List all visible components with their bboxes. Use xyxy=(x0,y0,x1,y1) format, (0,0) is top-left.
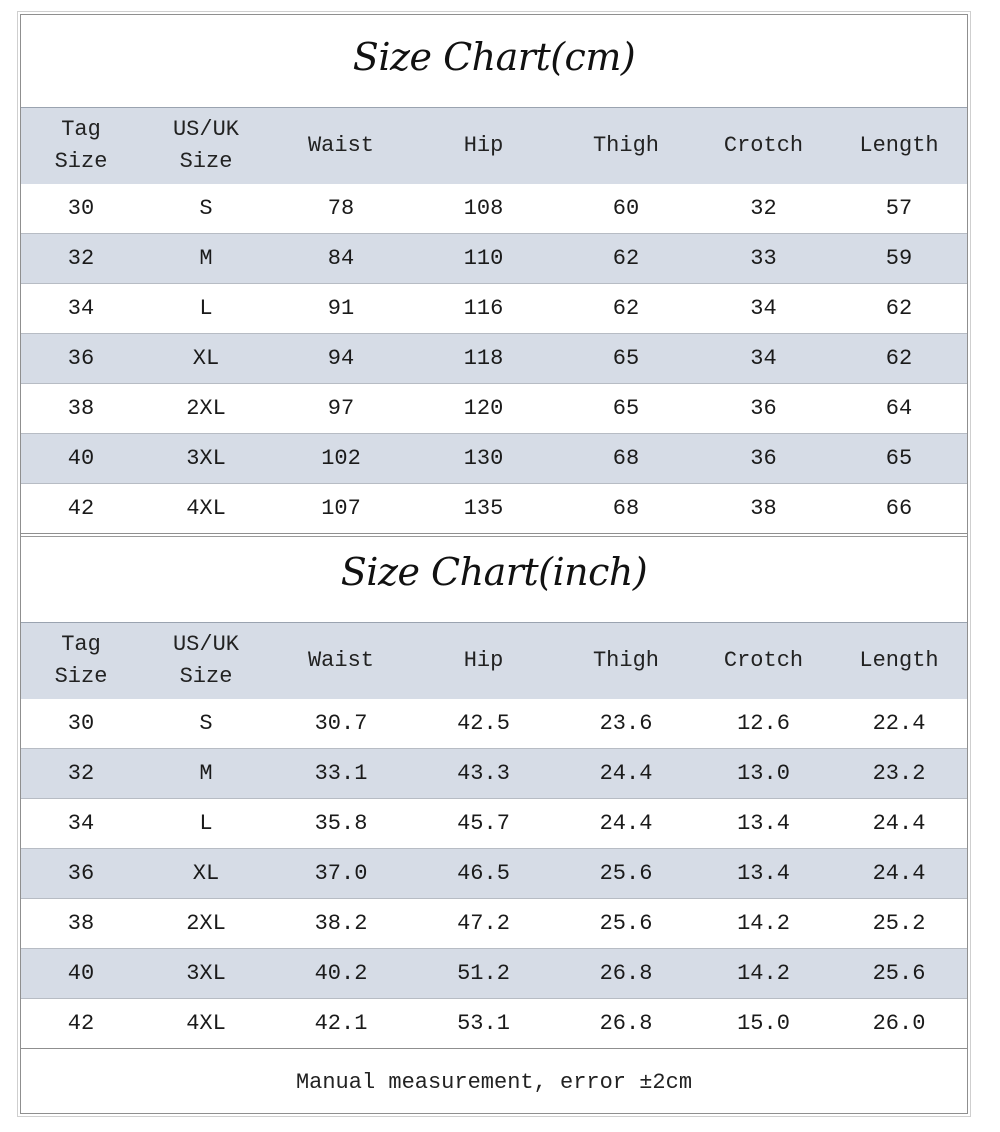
inch-cell-crotch: 13.4 xyxy=(737,861,790,886)
section-divider xyxy=(21,536,967,537)
inch-table-row xyxy=(21,999,967,1049)
cm-cell-length: 62 xyxy=(885,346,913,371)
inch-cell-tag-size: 38 xyxy=(67,911,95,936)
cm-cell-waist: 78 xyxy=(327,195,355,221)
inch-cell-us-uk-size: 3XL xyxy=(186,961,226,986)
cm-cell-hip: 135 xyxy=(463,496,504,521)
inch-cell-thigh: 25.6 xyxy=(599,861,653,886)
cm-cell-tag-size: 30 xyxy=(67,195,95,221)
inch-cell-us-uk-size: L xyxy=(199,811,213,836)
cm-cell-hip: 120 xyxy=(463,396,504,421)
inch-cell-thigh: 26.8 xyxy=(599,961,653,986)
inch-cell-tag-size: 36 xyxy=(67,861,95,886)
inch-header-us-uk-size-line1: US/UK xyxy=(172,631,239,657)
cm-cell-thigh: 62 xyxy=(612,296,640,321)
inch-cell-crotch: 13.0 xyxy=(737,761,790,786)
inch-cell-thigh: 23.6 xyxy=(599,710,653,736)
inch-cell-hip: 51.2 xyxy=(457,961,510,986)
cm-cell-thigh: 65 xyxy=(612,396,640,421)
inch-cell-waist: 33.1 xyxy=(314,761,368,786)
inch-header-tag-size xyxy=(21,623,141,699)
cm-size-table xyxy=(21,107,967,534)
inch-cell-length: 22.4 xyxy=(872,710,926,736)
cm-cell-hip: 116 xyxy=(463,296,504,321)
inch-cell-thigh: 25.6 xyxy=(599,911,653,936)
cm-cell-tag-size: 32 xyxy=(67,246,95,271)
inch-header-tag-size-line2: Size xyxy=(54,663,108,689)
inch-table-row xyxy=(21,799,967,849)
inch-cell-us-uk-size: S xyxy=(199,710,213,736)
cm-cell-waist: 94 xyxy=(327,346,355,371)
inch-cell-us-uk-size: 4XL xyxy=(186,1011,226,1036)
inch-cell-length: 26.0 xyxy=(872,1011,926,1036)
cm-header-thigh: Thigh xyxy=(592,132,659,158)
inch-header-row xyxy=(21,623,967,699)
cm-header-row xyxy=(21,108,967,184)
cm-cell-us-uk-size: 2XL xyxy=(186,396,226,421)
inch-header-us-uk-size-line2: Size xyxy=(179,663,233,689)
inch-cell-length: 25.6 xyxy=(872,961,926,986)
inch-cell-crotch: 15.0 xyxy=(737,1011,790,1036)
inch-table-row xyxy=(21,749,967,799)
inch-table-row xyxy=(21,849,967,899)
inch-cell-tag-size: 40 xyxy=(67,961,95,986)
cm-cell-hip: 118 xyxy=(463,346,504,371)
cm-cell-hip: 108 xyxy=(463,195,504,221)
inch-cell-tag-size: 34 xyxy=(67,811,95,836)
inch-cell-hip: 45.7 xyxy=(457,811,510,836)
inch-cell-thigh: 26.8 xyxy=(599,1011,653,1036)
cm-cell-length: 62 xyxy=(885,296,913,321)
cm-table-row xyxy=(21,234,967,284)
cm-cell-crotch: 32 xyxy=(750,195,777,221)
cm-header-us-uk-size xyxy=(141,108,271,184)
cm-table-row xyxy=(21,184,967,234)
inch-table-row xyxy=(21,699,967,749)
inch-cell-length: 24.4 xyxy=(872,811,926,836)
inch-cell-length: 25.2 xyxy=(872,911,926,936)
inch-cell-hip: 42.5 xyxy=(457,710,510,736)
cm-cell-tag-size: 36 xyxy=(67,346,95,371)
inch-cell-hip: 46.5 xyxy=(457,861,510,886)
inch-cell-length: 24.4 xyxy=(872,861,926,886)
inch-cell-us-uk-size: M xyxy=(199,761,213,786)
inch-cell-crotch: 12.6 xyxy=(737,710,790,736)
cm-table-row xyxy=(21,334,967,384)
cm-cell-thigh: 60 xyxy=(612,195,640,221)
cm-cell-thigh: 65 xyxy=(612,346,640,371)
inch-table-body xyxy=(21,699,967,1049)
cm-cell-us-uk-size: 4XL xyxy=(186,496,226,521)
cm-cell-tag-size: 38 xyxy=(67,396,95,421)
inch-header-us-uk-size xyxy=(141,623,271,699)
cm-cell-waist: 102 xyxy=(321,446,361,471)
inch-cell-waist: 35.8 xyxy=(314,811,368,836)
cm-cell-us-uk-size: M xyxy=(199,246,213,271)
cm-table-row xyxy=(21,434,967,484)
inch-cell-waist: 30.7 xyxy=(314,710,368,736)
inch-cell-crotch: 14.2 xyxy=(737,911,790,936)
cm-cell-crotch: 34 xyxy=(750,346,777,371)
cm-cell-crotch: 36 xyxy=(750,396,777,421)
cm-cell-length: 66 xyxy=(885,496,913,521)
inch-header-crotch: Crotch xyxy=(723,647,804,673)
inch-cell-hip: 53.1 xyxy=(457,1011,510,1036)
inch-size-table xyxy=(21,622,967,1049)
cm-cell-us-uk-size: L xyxy=(199,296,213,321)
cm-header-us-uk-size-line1: US/UK xyxy=(172,116,239,142)
cm-header-tag-size-line1: Tag xyxy=(61,116,101,142)
inch-cell-crotch: 14.2 xyxy=(737,961,790,986)
cm-table-body xyxy=(21,184,967,534)
cm-cell-crotch: 34 xyxy=(750,296,777,321)
inch-cell-tag-size: 30 xyxy=(67,710,95,736)
cm-header-crotch: Crotch xyxy=(723,132,804,158)
cm-header-us-uk-size-line2: Size xyxy=(179,148,233,174)
cm-cell-thigh: 68 xyxy=(612,446,640,471)
inch-cell-us-uk-size: XL xyxy=(192,861,220,886)
inch-table-row xyxy=(21,949,967,999)
cm-cell-length: 57 xyxy=(885,195,913,221)
cm-cell-length: 64 xyxy=(885,396,913,421)
footer-note: Manual measurement, error ±2cm xyxy=(295,1070,693,1095)
size-chart-frame xyxy=(20,14,968,1114)
inch-cell-waist: 37.0 xyxy=(314,861,368,886)
cm-header-waist: Waist xyxy=(307,132,374,158)
cm-cell-length: 59 xyxy=(885,246,913,271)
cm-table-row xyxy=(21,384,967,434)
cm-cell-waist: 91 xyxy=(327,296,355,321)
inch-cell-crotch: 13.4 xyxy=(737,811,790,836)
cm-cell-thigh: 62 xyxy=(612,246,640,271)
cm-header-length: Length xyxy=(859,132,939,158)
cm-cell-crotch: 36 xyxy=(750,446,777,471)
inch-header-waist: Waist xyxy=(307,647,374,673)
inch-table-row xyxy=(21,899,967,949)
cm-cell-waist: 84 xyxy=(327,246,355,271)
inch-cell-tag-size: 42 xyxy=(67,1011,95,1036)
cm-chart-title: Size Chart(cm) xyxy=(352,35,636,79)
cm-cell-tag-size: 34 xyxy=(67,296,95,321)
cm-cell-waist: 97 xyxy=(327,396,355,421)
cm-cell-us-uk-size: XL xyxy=(192,346,220,371)
inch-header-thigh: Thigh xyxy=(592,647,659,673)
cm-cell-crotch: 33 xyxy=(750,246,777,271)
inch-header-length: Length xyxy=(859,647,939,673)
cm-cell-length: 65 xyxy=(885,446,913,471)
inch-cell-hip: 47.2 xyxy=(457,911,510,936)
cm-cell-thigh: 68 xyxy=(612,496,640,521)
inch-cell-thigh: 24.4 xyxy=(599,761,653,786)
cm-table-row xyxy=(21,484,967,534)
inch-cell-waist: 38.2 xyxy=(314,911,368,936)
cm-header-tag-size-line2: Size xyxy=(54,148,108,174)
cm-cell-us-uk-size: 3XL xyxy=(186,446,226,471)
cm-header-hip: Hip xyxy=(463,132,504,158)
inch-cell-thigh: 24.4 xyxy=(599,811,653,836)
cm-table-row xyxy=(21,284,967,334)
inch-cell-us-uk-size: 2XL xyxy=(186,911,226,936)
cm-cell-tag-size: 42 xyxy=(67,496,95,521)
inch-cell-waist: 42.1 xyxy=(314,1011,368,1036)
cm-cell-hip: 130 xyxy=(463,446,504,471)
inch-cell-waist: 40.2 xyxy=(314,961,368,986)
inch-cell-hip: 43.3 xyxy=(457,761,510,786)
cm-cell-us-uk-size: S xyxy=(199,195,213,221)
inch-header-hip: Hip xyxy=(463,647,504,673)
inch-cell-tag-size: 32 xyxy=(67,761,95,786)
inch-chart-title: Size Chart(inch) xyxy=(340,550,648,594)
cm-header-tag-size xyxy=(21,108,141,184)
inch-header-tag-size-line1: Tag xyxy=(61,631,101,657)
cm-cell-crotch: 38 xyxy=(750,496,777,521)
inch-cell-length: 23.2 xyxy=(872,761,926,786)
cm-cell-hip: 110 xyxy=(463,246,504,271)
cm-cell-waist: 107 xyxy=(321,496,361,521)
cm-cell-tag-size: 40 xyxy=(67,446,95,471)
